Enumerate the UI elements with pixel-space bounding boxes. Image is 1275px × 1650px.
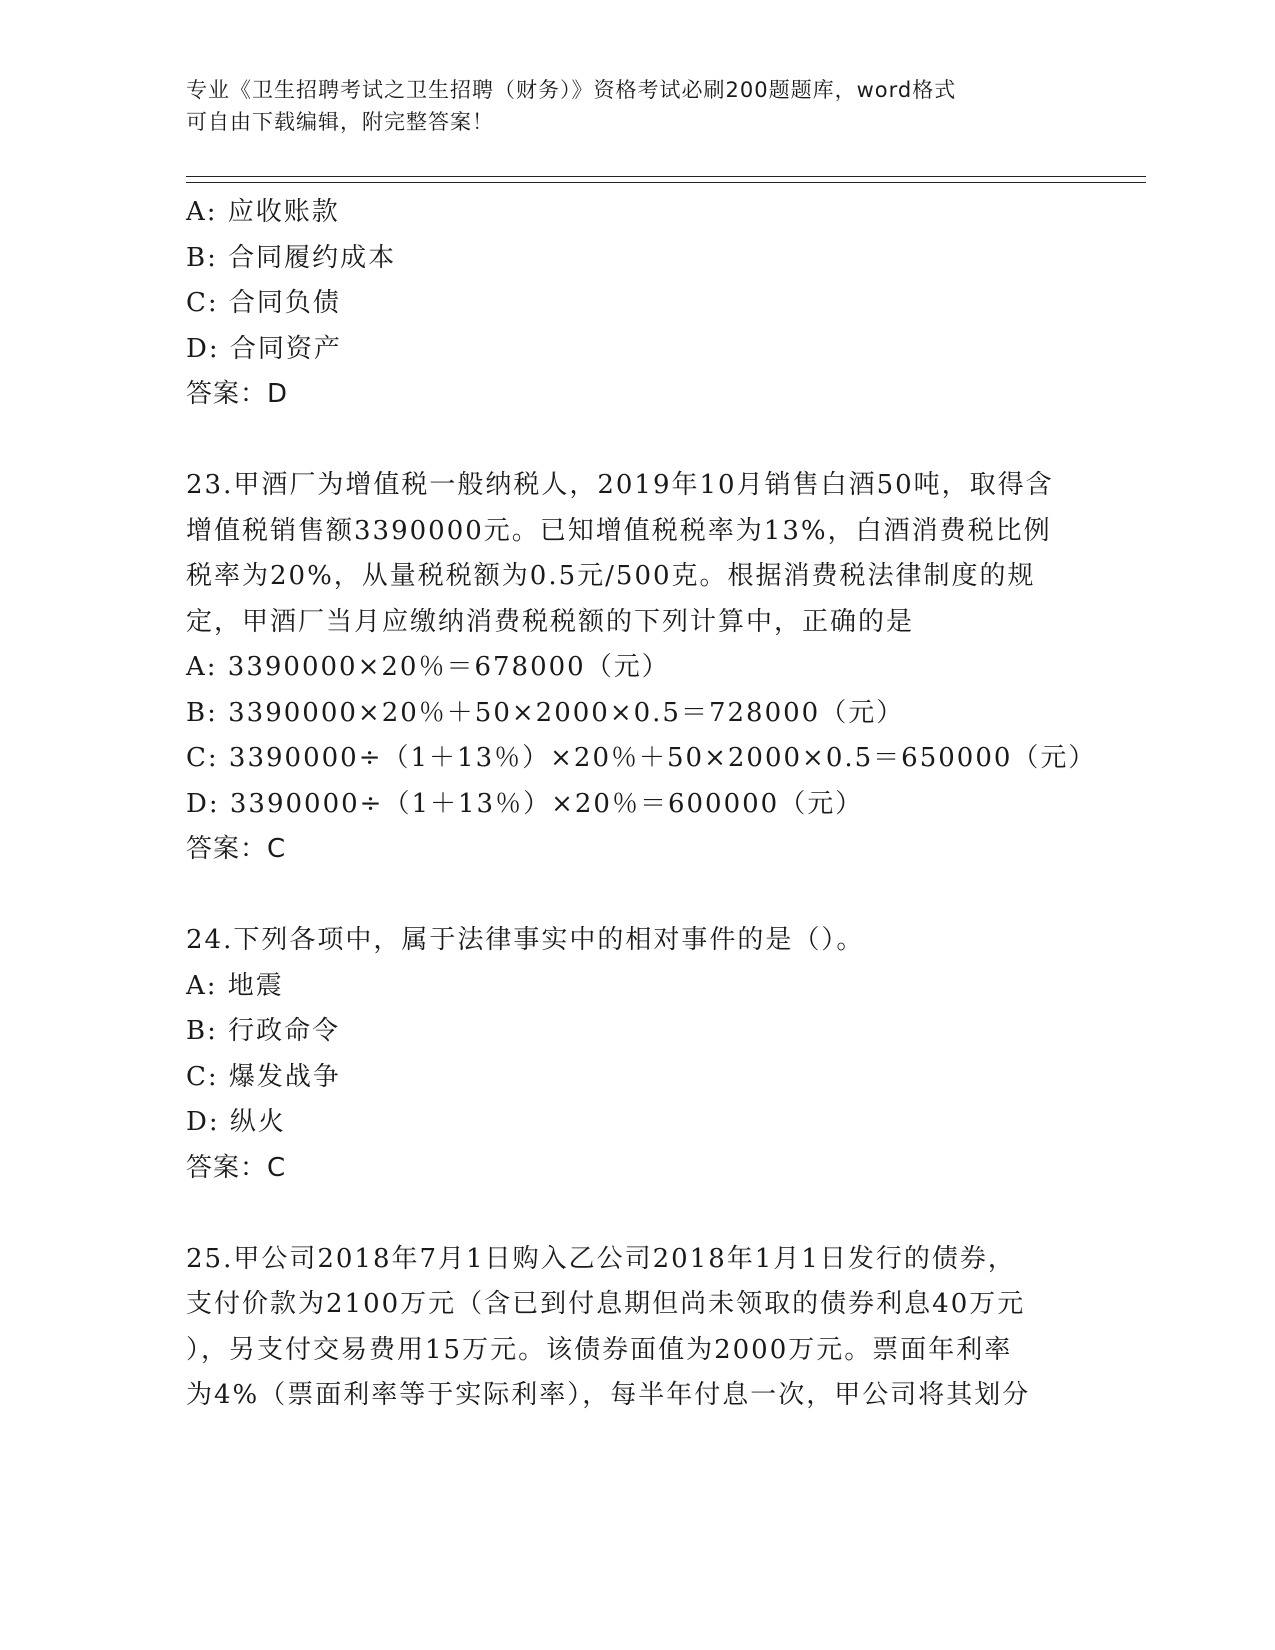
spacer [186,418,1106,464]
question-22 [186,190,1106,418]
option-c: C: 3390000÷（1＋13％）×20％＋50×2000×0.5＝650000（元） [186,743,1097,773]
question-list [186,190,1106,1419]
question-stem-line: 定，甲酒厂当月应缴纳消费税税额的下列计算中，正确的是 [186,606,915,637]
option-b: B: 行政命令 [186,1016,341,1046]
question-stem-line: 增值税销售额3390000元。已知增值税税率为13%，白酒消费税比例 [186,515,1052,546]
question-23 [186,463,1106,873]
answer-line: 答案：C [186,1152,287,1183]
option-a: A: 3390000×20％＝678000（元） [186,652,670,682]
document-header [186,74,1066,138]
option-d: D: 3390000÷（1＋13％）×20％＝600000（元） [186,788,864,819]
question-stem-line: 25.甲公司2018年7月1日购入乙公司2018年1月1日发行的债券， [186,1243,1016,1274]
question-stem-line: 为4%（票面利率等于实际利率），每半年付息一次，甲公司将其划分 [186,1380,1031,1410]
option-d: D: 纵火 [186,1107,286,1137]
question-stem-line: 税率为20%，从量税税额为0.5元/500克。根据消费税法律制度的规 [186,561,1036,591]
option-c: C: 爆发战争 [186,1061,341,1092]
header-divider-bottom [186,182,1146,183]
question-24 [186,918,1106,1191]
answer-line: 答案：C [186,834,287,864]
spacer [186,873,1106,919]
option-b: B: 3390000×20％＋50×2000×0.5＝728000（元） [186,697,905,728]
option-d: D: 合同资产 [186,333,342,364]
question-stem-line: ），另支付交易费用15万元。该债券面值为2000万元。票面年利率 [186,1334,1013,1365]
header-title-line-1: 专业《卫生招聘考试之卫生招聘（财务）》资格考试必刷200题题库，word格式 [186,78,957,102]
answer-line: 答案：D [186,379,289,409]
option-b: B: 合同履约成本 [186,242,397,273]
question-stem-line: 24.下列各项中，属于法律事实中的相对事件的是（）。 [186,925,865,955]
spacer [186,1191,1106,1237]
question-stem-line: 23.甲酒厂为增值税一般纳税人，2019年10月销售白酒50吨，取得含 [186,470,1054,500]
question-25 [186,1237,1106,1419]
question-stem-line: 支付价款为2100万元（含已到付息期但尚未领取的债券利息40万元 [186,1289,1026,1319]
option-a: A: 应收账款 [186,197,340,227]
header-divider-top [186,176,1146,177]
header-title-line-2: 可自由下载编辑，附完整答案！ [186,110,494,134]
option-c: C: 合同负债 [186,288,341,318]
option-a: A: 地震 [186,970,284,1001]
